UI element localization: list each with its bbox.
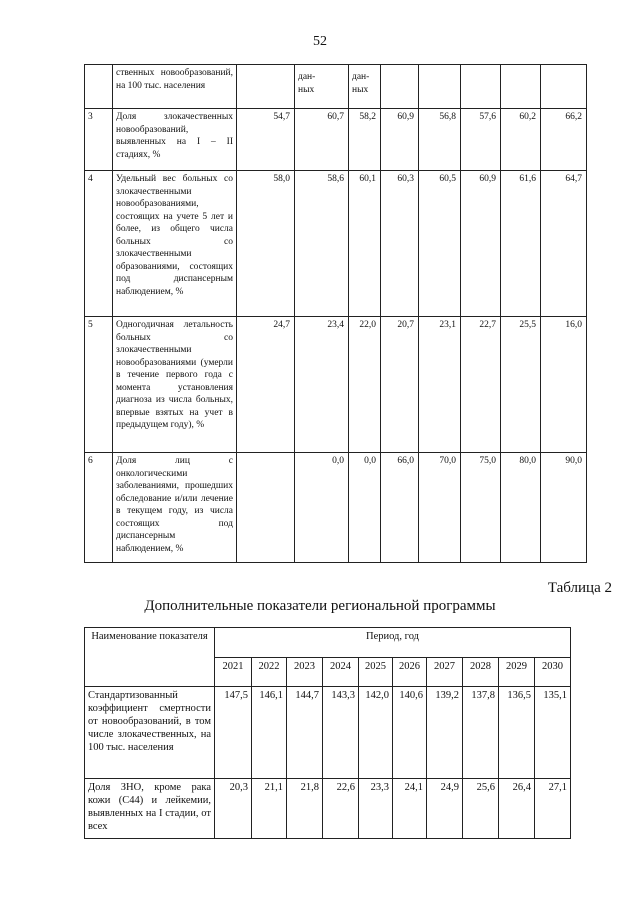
- year-header: 2026: [393, 657, 427, 687]
- value-cell: 60,1: [349, 171, 381, 317]
- year-header: 2025: [359, 657, 393, 687]
- value-cell: 56,8: [419, 109, 461, 171]
- indicator-name: Удельный вес больных со злокачественными новообразованиями, состоящих на учете 5 лет и более, из общего числа больных со злокачественными образованиями, состоящих под диспансерным наблюдением, %: [113, 171, 237, 317]
- value-cell: 80,0: [501, 453, 541, 563]
- value-cell: 24,1: [393, 779, 427, 839]
- value-cell: 60,9: [381, 109, 419, 171]
- value-cell: 25,5: [501, 317, 541, 453]
- table-row: [85, 453, 587, 563]
- header-period: Период, год: [215, 628, 571, 658]
- value-cell: 61,6: [501, 171, 541, 317]
- year-header: 2028: [463, 657, 499, 687]
- value-cell: 21,8: [287, 779, 323, 839]
- value-cell: 137,8: [463, 687, 499, 779]
- value-cell: [419, 65, 461, 109]
- value-cell: 60,5: [419, 171, 461, 317]
- value-cell: 22,0: [349, 317, 381, 453]
- value-cell: 24,9: [427, 779, 463, 839]
- value-cell: 24,7: [237, 317, 295, 453]
- table-row: [85, 687, 571, 779]
- value-cell: [501, 65, 541, 109]
- value-cell: 90,0: [541, 453, 587, 563]
- value-cell: 64,7: [541, 171, 587, 317]
- indicator-name: Доля злокачественных новообразований, выявленных на I – II стадиях, %: [113, 109, 237, 171]
- row-number: 3: [85, 109, 113, 171]
- row-number: 4: [85, 171, 113, 317]
- value-cell: 147,5: [215, 687, 252, 779]
- value-cell: 60,2: [501, 109, 541, 171]
- value-cell: [541, 65, 587, 109]
- value-cell: 144,7: [287, 687, 323, 779]
- indicator-name: Доля ЗНО, кроме рака кожи (С44) и лейкемии, выявленных на I стадии, от всех: [85, 779, 215, 839]
- value-cell: 60,9: [461, 171, 501, 317]
- value-cell: 66,2: [541, 109, 587, 171]
- value-cell: дан- ных: [295, 65, 349, 109]
- year-header: 2021: [215, 657, 252, 687]
- value-cell: [237, 453, 295, 563]
- value-cell: 20,3: [215, 779, 252, 839]
- row-number: 6: [85, 453, 113, 563]
- page-number: 52: [313, 34, 327, 49]
- value-cell: 23,1: [419, 317, 461, 453]
- table-caption: Таблица 2: [547, 580, 612, 596]
- value-cell: 22,7: [461, 317, 501, 453]
- row-number: [85, 65, 113, 109]
- value-cell: 20,7: [381, 317, 419, 453]
- value-cell: 23,4: [295, 317, 349, 453]
- value-cell: 27,1: [535, 779, 571, 839]
- indicator-name: Стандартизованный коэффициент смертности от новообразований, в том числе злокачественных, на 100 тыс. населения: [85, 687, 215, 779]
- table-row: [85, 779, 571, 839]
- header-indicator-name: Наименование показателя: [85, 628, 215, 687]
- value-cell: [381, 65, 419, 109]
- value-cell: 58,2: [349, 109, 381, 171]
- value-cell: 136,5: [499, 687, 535, 779]
- year-header: 2023: [287, 657, 323, 687]
- value-cell: 135,1: [535, 687, 571, 779]
- value-cell: 60,7: [295, 109, 349, 171]
- year-header: 2029: [499, 657, 535, 687]
- value-cell: 16,0: [541, 317, 587, 453]
- value-cell: 140,6: [393, 687, 427, 779]
- value-cell: 54,7: [237, 109, 295, 171]
- additional-indicators-table: [84, 627, 571, 839]
- value-cell: 58,6: [295, 171, 349, 317]
- table-title: Дополнительные показатели региональной программы: [144, 598, 496, 614]
- value-cell: 142,0: [359, 687, 393, 779]
- value-cell: 0,0: [295, 453, 349, 563]
- table-row: [85, 109, 587, 171]
- table-row: [85, 171, 587, 317]
- year-header: 2024: [323, 657, 359, 687]
- value-cell: 146,1: [252, 687, 287, 779]
- table-row: [85, 65, 587, 109]
- year-header: 2030: [535, 657, 571, 687]
- value-cell: 75,0: [461, 453, 501, 563]
- value-cell: 0,0: [349, 453, 381, 563]
- year-header: 2022: [252, 657, 287, 687]
- value-cell: 70,0: [419, 453, 461, 563]
- year-header: 2027: [427, 657, 463, 687]
- value-cell: [461, 65, 501, 109]
- value-cell: 22,6: [323, 779, 359, 839]
- indicators-table-continued: [84, 64, 587, 563]
- indicator-name: Доля лиц с онкологическими заболеваниями, прошедших обследование и/или лечение в текущем году, из числа состоящих под диспансерным наблюдением, %: [113, 453, 237, 563]
- value-cell: 26,4: [499, 779, 535, 839]
- value-cell: 57,6: [461, 109, 501, 171]
- indicator-name: Одногодичная летальность больных со злокачественными новообразованиями (умерли в течение первого года с момента установления диагноза из числа больных, впервые взятых на учет в предыдущем году), %: [113, 317, 237, 453]
- value-cell: 25,6: [463, 779, 499, 839]
- value-cell: 66,0: [381, 453, 419, 563]
- value-cell: 58,0: [237, 171, 295, 317]
- value-cell: 60,3: [381, 171, 419, 317]
- value-cell: 21,1: [252, 779, 287, 839]
- value-cell: 143,3: [323, 687, 359, 779]
- indicator-name: ственных новообразований, на 100 тыс. населения: [113, 65, 237, 109]
- value-cell: 139,2: [427, 687, 463, 779]
- value-cell: [237, 65, 295, 109]
- value-cell: 23,3: [359, 779, 393, 839]
- row-number: 5: [85, 317, 113, 453]
- value-cell: дан- ных: [349, 65, 381, 109]
- table-row: [85, 317, 587, 453]
